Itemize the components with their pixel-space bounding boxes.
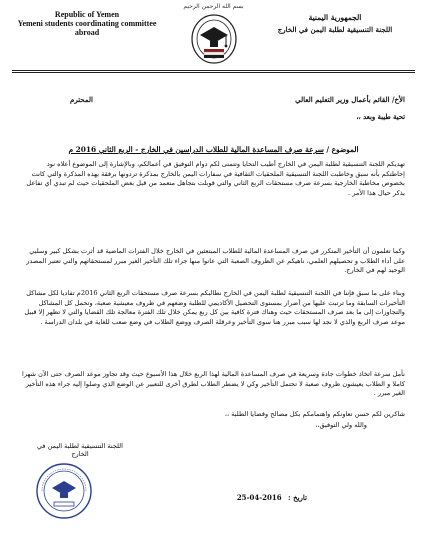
header-divider-2: [12, 72, 415, 73]
header-arabic-line1: الجمهورية اليمنية: [308, 13, 362, 22]
header-english-line3: abroad: [74, 28, 100, 37]
header-arabic-line2: اللجنة التنسيقية لطلبة اليمن في الخارج: [277, 25, 393, 34]
respected-label: المحترم: [70, 95, 93, 104]
subject-prefix: الموضوع /: [326, 145, 359, 154]
header-english: [12, 10, 162, 37]
date-value: 2016-04-25: [236, 493, 282, 502]
closing-blessing: والله ولي التوفيق،،: [315, 421, 367, 429]
letter-date: [237, 493, 307, 502]
header-english-line1: Republic of Yemen: [54, 10, 120, 19]
header-english-line2: Yemeni students coordinating committee: [17, 19, 157, 28]
header-divider: [12, 70, 415, 71]
paragraph-2: وكما تعلمون أن التأخير المتكرر في صرف المساعدة المالية للطلاب المبتعثين في الخارج خلال الفترات الماضية قد أثرت بشكل كبير وسلبي على أداء الطلاب و تحصيلهم العلمي، ناهيكم عن الظروف الصعبة التي عانوا منها جراء تلك التأخير الغير مبرر لمستحقاتهم والتي تعتبر المصدر الوحيد لهم في الخارج.: [26, 247, 405, 275]
subject-text: سرعة صرف المساعدة المالية للطلاب الدراسين في الخارج - الربع الثاني 2016 م: [68, 145, 324, 154]
basmala: بسم الله الرحمن الرحيم: [183, 3, 244, 10]
paragraph-1: تهديكم اللجنة التنسيقية لطلبة اليمن في الخارج أطيب التحايا وتتمنى لكم دوام التوفيق في أعمالكم، وبالإشارة إلى الموضوع أعلاه نود إحاطتكم بأنه سبق وخاطبت اللجنة التنسيقية الملحقيات الثقافية في سفارات اليمن بالخارج بمذكرة تردونها برفقة بهذه المذكرة والتي كانت بخصوص مخاطبة الخارجية بسرعة صرف مستحقات الربع الثاني والتي قوبلت بتجاهل متعمد من قبل بعض الملحقيات حيث لم تبدي أي تفاعل يذكر حيال هذا الأمر .: [26, 160, 405, 197]
recipient: الأخ/ القائم بأعمال وزير التعليم العالي: [295, 95, 405, 104]
official-stamp: [34, 460, 94, 522]
subject-line: [40, 145, 387, 155]
paragraph-4: نأمل سرعة اتخاذ خطوات جادة وسريعة في صرف المساعدة المالية لهذا الربع خلال هذا الأسبوع حيث وقد تجاوز موعد الصرف حتى الآن شهرا كاملا و الطلاب يعيشون ظروف صعبة لا تحتمل التأخير وكي لا يضطر الطلاب لطرق أخرى للتعبير عن الوضع الذي وصلوا إليه جراء هذه التأخير الغير مبرر .: [22, 370, 405, 398]
header-arabic: [255, 12, 415, 36]
greeting: تحية طيبة وبعد ،،: [356, 113, 405, 121]
signature-committee: اللجنة التنسيقية لطلبة اليمن في الخارج: [37, 442, 123, 458]
date-label: تاريخ :: [288, 493, 307, 502]
committee-logo: [190, 13, 238, 65]
paragraph-3: وبناء على ما سبق فإننا في اللجنة التنسيقية لطلبة اليمن في الخارج نطالبكم بسرعة صرف مستحقات الربع الثاني 2016م تفاديا لكل مشاكل التأخيرات السابقة وما ترتبت عليها من أضرار بمستوى التحصيل الأكاديمي للطلبة وضعهم في ظروف معيشية صعبة، وتحمل كل المشاكل والتجاوزات إلى ما بعد صرف المستحقات حيث وهناك فترة كافية بين كل ربع يمكن خلال تلك الفترة معالجة تلك القضايا والتي لا تظهر إلا قبيل موعد صرف الربع والذي لا نجد لها سبب مبرر هنا سوى التأخير وعرقلة الصرف ووضع الطلاب في وضع صعب للغاية في بلدان الدراسة .: [24, 289, 405, 326]
closing-thanks: شاكرين لكم حسن تعاونكم واهتمامكم بكل مصالح وقضايا الطلبة ،،: [224, 410, 405, 418]
